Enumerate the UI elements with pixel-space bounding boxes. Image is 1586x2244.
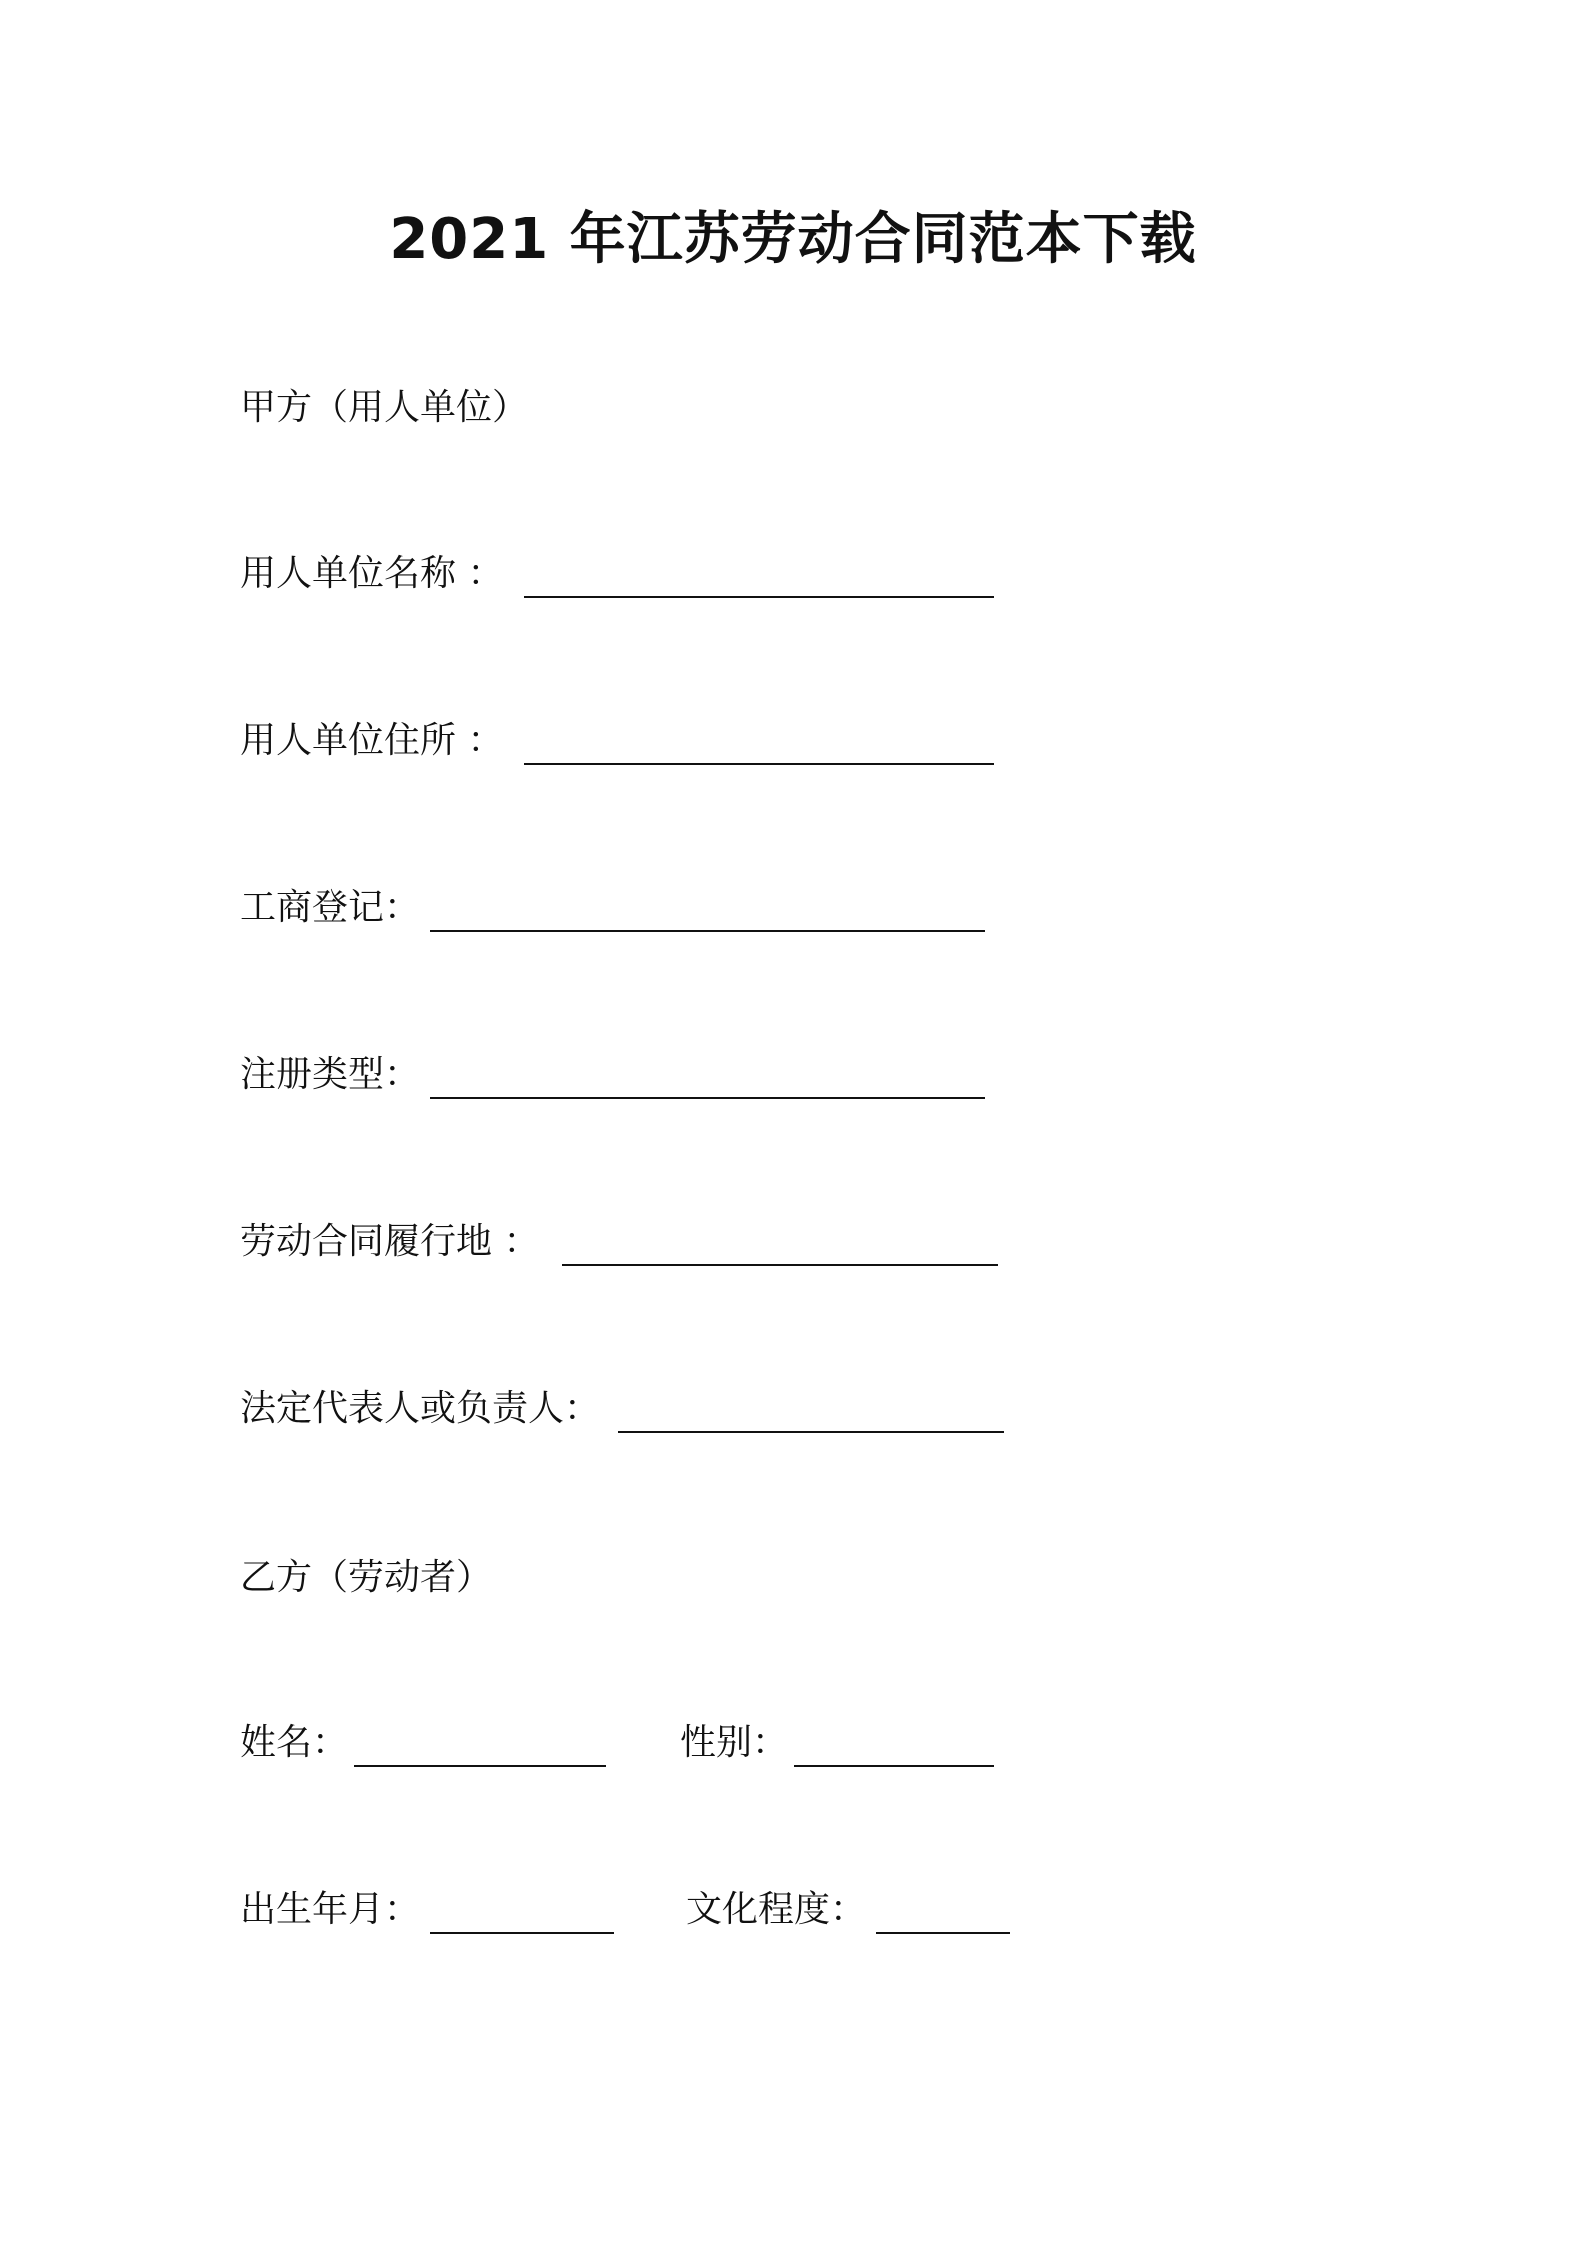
- gender-label: 性别：: [680, 1722, 789, 1763]
- party-a-heading-row: [240, 372, 528, 432]
- business-registration-label: 工商登记：: [240, 887, 421, 928]
- registration-type-row: [240, 1039, 985, 1099]
- name-pair: [240, 1719, 606, 1767]
- education-pair: [686, 1886, 1010, 1934]
- business-registration-field[interactable]: [430, 886, 985, 932]
- legal-representative-row: [240, 1373, 1004, 1433]
- gender-field[interactable]: [794, 1721, 994, 1767]
- name-label: 姓名：: [240, 1722, 349, 1763]
- birth-pair: [240, 1886, 614, 1934]
- birth-education-row: [240, 1874, 1010, 1934]
- birth-date-label: 出生年月：: [240, 1889, 421, 1930]
- education-field[interactable]: [876, 1888, 1010, 1934]
- employer-address-field[interactable]: [524, 719, 994, 765]
- contract-location-row: [240, 1206, 998, 1266]
- registration-type-field[interactable]: [430, 1053, 985, 1099]
- party-b-heading: 乙方（劳动者）: [240, 1557, 493, 1598]
- education-label: 文化程度：: [686, 1889, 867, 1930]
- legal-representative-field[interactable]: [618, 1387, 1004, 1433]
- employer-name-row: [240, 538, 994, 598]
- birth-date-field[interactable]: [430, 1888, 614, 1934]
- party-b-heading-row: [240, 1542, 492, 1602]
- contract-location-field[interactable]: [562, 1220, 998, 1266]
- document-title: 2021 年江苏劳动合同范本下载: [389, 207, 1197, 272]
- contract-location-label: 劳动合同履行地 ：: [240, 1221, 540, 1262]
- party-a-heading: 甲方（用人单位）: [240, 387, 529, 428]
- name-gender-row: [240, 1707, 994, 1767]
- registration-type-label: 注册类型：: [240, 1054, 421, 1095]
- employer-address-label: 用人单位住所 ：: [240, 720, 504, 761]
- business-registration-row: [240, 872, 985, 932]
- gender-pair: [680, 1719, 994, 1767]
- name-field[interactable]: [354, 1721, 606, 1767]
- employer-address-row: [240, 705, 994, 765]
- legal-representative-label: 法定代表人或负责人：: [240, 1388, 601, 1429]
- employer-name-field[interactable]: [524, 552, 994, 598]
- employer-name-label: 用人单位名称 ：: [240, 553, 504, 594]
